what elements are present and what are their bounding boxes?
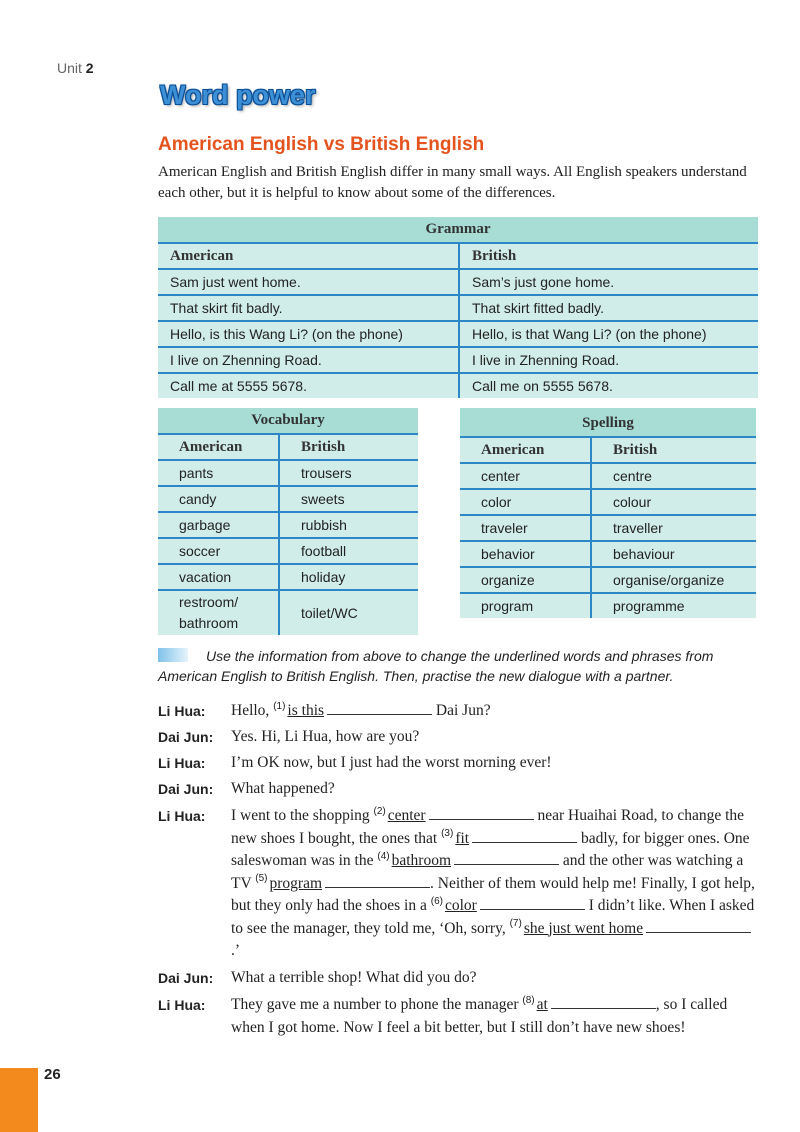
- grammar-table: [158, 217, 758, 398]
- table-row: [158, 538, 418, 564]
- answer-blank[interactable]: [472, 828, 577, 843]
- spelling-table: [460, 408, 756, 618]
- speaker-label: Li Hua:: [158, 808, 206, 824]
- unit-number: 2: [85, 60, 94, 76]
- table-row: [460, 593, 756, 618]
- speaker-label: Li Hua:: [158, 755, 206, 771]
- table-cell: colour: [591, 489, 756, 515]
- table-row: [158, 269, 758, 295]
- table-cell: behavior: [460, 541, 591, 567]
- page-number: 26: [44, 1066, 61, 1083]
- table-cell: Call me at 5555 5678.: [158, 373, 459, 398]
- speaker-label: Dai Jun:: [158, 729, 214, 745]
- table-cell: Hello, is this Wang Li? (on the phone): [158, 321, 459, 347]
- table-cell: garbage: [158, 512, 279, 538]
- speaker-label: Li Hua:: [158, 997, 206, 1013]
- table-cell: centre: [591, 463, 756, 489]
- table-cell: Sam’s just gone home.: [459, 269, 758, 295]
- dialogue-text: Hello, $^{(1)}$ is this Dai Jun?: [231, 700, 491, 719]
- table-cell: organize: [460, 567, 591, 593]
- underlined-phrase: at: [536, 996, 548, 1013]
- table-caption: Spelling: [460, 408, 756, 437]
- table-row: [158, 460, 418, 486]
- dialogue-line: [158, 967, 760, 990]
- underlined-phrase: color: [444, 897, 477, 914]
- column-header: British: [591, 437, 756, 463]
- column-header: American: [158, 434, 279, 460]
- table-cell: holiday: [279, 564, 418, 590]
- table-caption: Vocabulary: [158, 408, 418, 434]
- section-subtitle: American English vs British English: [158, 134, 485, 155]
- table-row: [158, 564, 418, 590]
- underlined-phrase: program: [269, 874, 323, 892]
- table-cell: Sam just went home.: [158, 269, 459, 295]
- underlined-phrase: center: [387, 807, 426, 824]
- dialogue-text: What happened?: [231, 780, 335, 797]
- answer-blank[interactable]: [480, 895, 585, 910]
- table-cell: football: [279, 538, 418, 564]
- dialogue-line: [158, 805, 760, 963]
- table-cell: That skirt fit badly.: [158, 295, 459, 321]
- answer-blank[interactable]: [429, 805, 534, 820]
- column-header: British: [459, 243, 758, 269]
- table-caption: Grammar: [158, 217, 758, 243]
- table-row: [158, 347, 758, 373]
- dialogue-line: [158, 752, 760, 775]
- column-header: American: [460, 437, 591, 463]
- table-cell: rubbish: [279, 512, 418, 538]
- table-cell: trousers: [279, 460, 418, 486]
- dialogue-line: [158, 726, 760, 749]
- table-row: [460, 515, 756, 541]
- table-cell: I live in Zhenning Road.: [459, 347, 758, 373]
- table-row: [158, 590, 418, 635]
- table-cell: vacation: [158, 564, 279, 590]
- table-cell: pants: [158, 460, 279, 486]
- dialogue-text: They gave me a number to phone the manager $^{(8)}$ at , so I called when I got home. Now I feel a bit better, but I still don’t have new shoes!: [231, 994, 728, 1036]
- intro-paragraph: American English and British English differ in many small ways. All English speakers understand each other, but it is helpful to know about some of the differences.: [158, 164, 747, 201]
- table-cell: organise/organize: [591, 567, 756, 593]
- table-cell: program: [460, 593, 591, 618]
- table-cell: programme: [591, 593, 756, 618]
- table-cell: candy: [158, 486, 279, 512]
- table-row: [460, 541, 756, 567]
- underlined-phrase: fit: [455, 829, 470, 847]
- dialogue-line: [158, 994, 760, 1039]
- table-cell: traveller: [591, 515, 756, 541]
- table-row: [158, 295, 758, 321]
- column-header: American: [158, 243, 459, 269]
- table-row: [460, 567, 756, 593]
- table-row: [158, 321, 758, 347]
- dialogue-text: Yes. Hi, Li Hua, how are you?: [231, 728, 420, 745]
- table-row: [158, 512, 418, 538]
- dialogue-text: I went to the shopping $^{(2)}$ center near Huaihai Road, to change the new shoes I bought, the ones that $^{(3)}$ fit badly, for bigger ones. One saleswoman was in the $^{(4)}$ bathroom and the other was watching a TV $^{(5)}$ program . Neither of them would help me! Finally, I got help, but they only had the shoes in a $^{(6)}$ color I didn’t like. When I asked to see the manager, they told me, ‘Oh, sorry, $^{(7)}$ she just went home.’: [231, 805, 755, 959]
- table-cell: traveler: [460, 515, 591, 541]
- underlined-phrase: is this: [287, 702, 325, 719]
- table-row: [460, 489, 756, 515]
- table-row: [158, 486, 418, 512]
- speaker-label: Li Hua:: [158, 703, 206, 719]
- table-cell: color: [460, 489, 591, 515]
- table-cell: sweets: [279, 486, 418, 512]
- unit-label: Unit 2: [57, 60, 94, 76]
- table-cell: restroom/ bathroom: [158, 590, 279, 635]
- dialogue-line: [158, 700, 760, 723]
- answer-blank[interactable]: [327, 700, 432, 715]
- dialogue-line: [158, 778, 760, 801]
- dialogue-text: What a terrible shop! What did you do?: [231, 969, 477, 986]
- underlined-phrase: bathroom: [391, 852, 451, 869]
- table-cell: That skirt fitted badly.: [459, 295, 758, 321]
- table-cell: center: [460, 463, 591, 489]
- speaker-label: Dai Jun:: [158, 781, 214, 797]
- column-header: British: [279, 434, 418, 460]
- table-cell: toilet/WC: [279, 590, 418, 635]
- table-row: [158, 373, 758, 398]
- table-row: [460, 463, 756, 489]
- speaker-label: Dai Jun:: [158, 970, 214, 986]
- underlined-phrase: she just went home: [523, 919, 644, 937]
- table-cell: I live on Zhenning Road.: [158, 347, 459, 373]
- answer-blank[interactable]: [646, 918, 751, 933]
- page-title: Word power: [160, 80, 316, 110]
- answer-blank[interactable]: [454, 850, 559, 865]
- answer-blank[interactable]: [551, 994, 656, 1009]
- page-corner-bar: [0, 1068, 38, 1132]
- table-cell: Hello, is that Wang Li? (on the phone): [459, 321, 758, 347]
- dialogue-text: I’m OK now, but I just had the worst morning ever!: [231, 754, 552, 771]
- table-cell: soccer: [158, 538, 279, 564]
- answer-blank[interactable]: [325, 873, 430, 888]
- instructions: Use the information from above to change the underlined words and phrases from American English to British English. Then, practise the new dialogue with a partner.: [158, 648, 714, 684]
- vocabulary-table: [158, 408, 418, 635]
- table-cell: Call me on 5555 5678.: [459, 373, 758, 398]
- table-cell: behaviour: [591, 541, 756, 567]
